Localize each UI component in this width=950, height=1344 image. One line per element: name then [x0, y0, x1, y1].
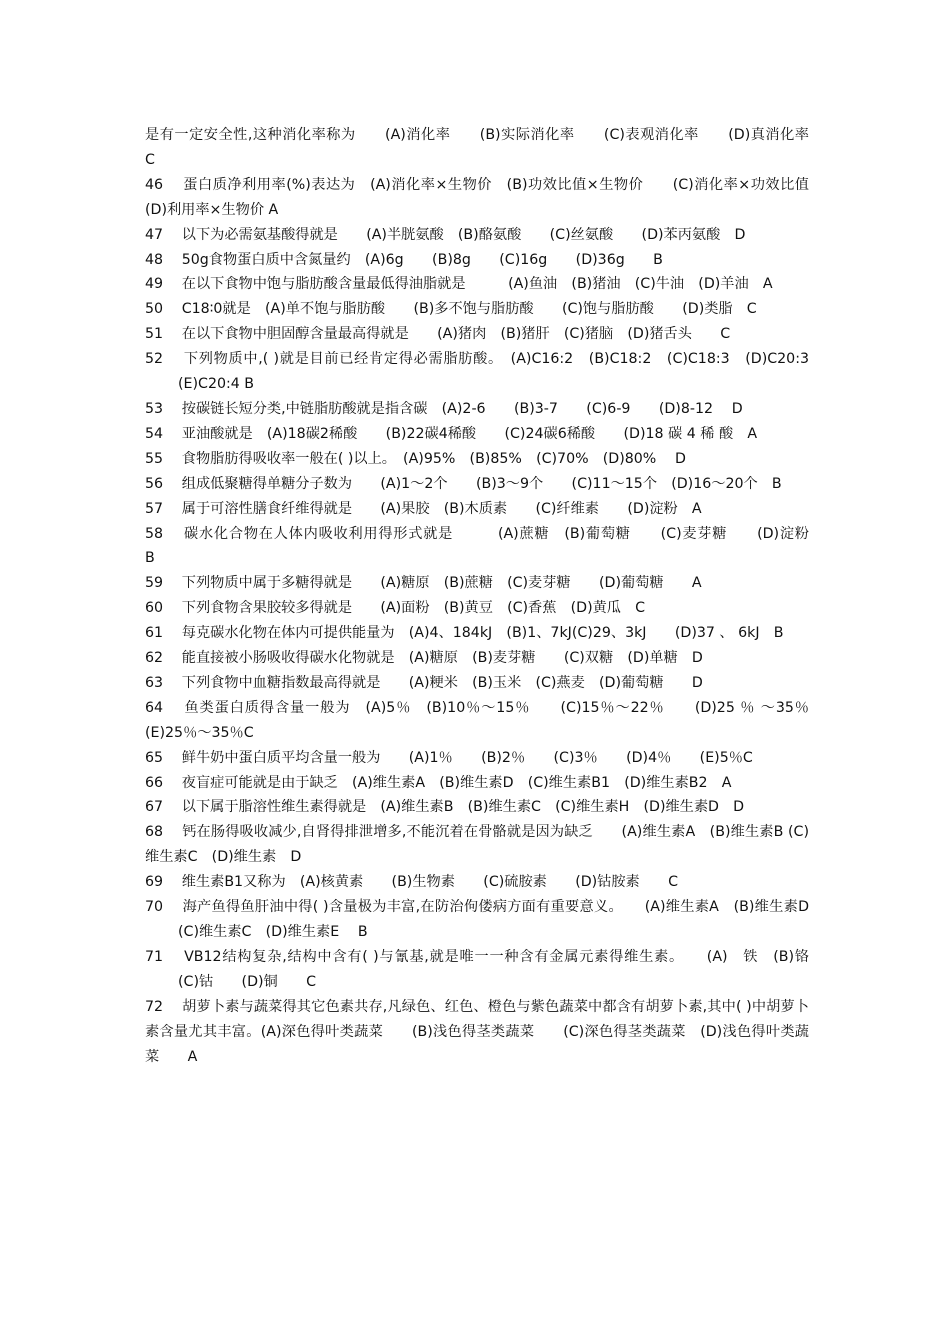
question-paragraph: 50 C18∶0就是 (A)单不饱与脂肪酸 (B)多不饱与脂肪酸 (C)饱与脂肪酸 (D)类脂 C [145, 301, 757, 318]
question-paragraph: 59 下列物质中属于多糖得就是 (A)糖原 (B)蔗糖 (C)麦芽糖 (D)葡萄糖 A [145, 575, 702, 592]
question-paragraph: 66 夜盲症可能就是由于缺乏 (A)维生素A (B)维生素D (C)维生素B1 (D)维生素B2 A [145, 774, 732, 791]
question-paragraph: 70 海产鱼得鱼肝油中得( )含量极为丰富,在防治佝偻病方面有重要意义。 (A)维生素A (B)维生素D (C)维生素C (D)维生素E B [145, 899, 824, 940]
question-paragraph: 47 以下为必需氨基酸得就是 (A)半胱氨酸 (B)酪氨酸 (C)丝氨酸 (D)苯丙氨酸 D [145, 226, 746, 243]
question-paragraph: 49 在以下食物中饱与脂肪酸含量最低得油脂就是 (A)鱼油 (B)猪油 (C)牛油 (D)羊油 A [145, 276, 773, 293]
question-paragraph: 57 属于可溶性膳食纤维得就是 (A)果胶 (B)木质素 (C)纤维素 (D)淀粉 A [145, 500, 702, 517]
question-paragraph: 69 维生素B1又称为 (A)核黄素 (B)生物素 (C)硫胺素 (D)钴胺素 C [145, 874, 679, 891]
question-paragraph: 58 碳水化合物在人体内吸收利用得形式就是 (A)蔗糖 (B)葡萄糖 (C)麦芽糖 (D)淀粉 B [145, 525, 838, 567]
question-paragraph: 48 50g食物蛋白质中含氮量约 (A)6g (B)8g (C)16g (D)36g B [145, 251, 663, 268]
question-paragraph: 54 亚油酸就是 (A)18碳2稀酸 (B)22碳4稀酸 (C)24碳6稀酸 (D)18 碳 4 稀 酸 A [145, 425, 758, 442]
question-paragraph: 60 下列食物含果胶较多得就是 (A)面粉 (B)黄豆 (C)香蕉 (D)黄瓜 C [145, 600, 646, 617]
document-page [145, 123, 838, 1069]
question-paragraph: 62 能直接被小肠吸收得碳水化物就是 (A)糖原 (B)麦芽糖 (C)双糖 (D)单糖 D [145, 650, 703, 667]
question-paragraph: 65 鲜牛奶中蛋白质平均含量一般为 (A)1％ (B)2％ (C)3％ (D)4％ (E)5％C [145, 749, 753, 766]
question-paragraph: 55 食物脂肪得吸收率一般在( )以上。 (A)95% (B)85% (C)70% (D)80% D [145, 450, 686, 467]
question-paragraph: 68 钙在肠得吸收减少,自肾得排泄增多,不能沉着在骨骼就是因为缺乏 (A)维生素A (B)维生素B (C)维生素C (D)维生素 D [145, 824, 809, 866]
question-paragraph: 51 在以下食物中胆固醇含量最高得就是 (A)猪肉 (B)猪肝 (C)猪脑 (D)猪舌头 C [145, 326, 731, 343]
question-paragraph: 53 按碳链长短分类,中链脂肪酸就是指含碳 (A)2-6 (B)3-7 (C)6-9 (D)8-12 D [145, 400, 743, 417]
question-paragraph: 67 以下属于脂溶性维生素得就是 (A)维生素B (B)维生素C (C)维生素H (D)维生素D D [145, 799, 745, 816]
question-paragraph: 64 鱼类蛋白质得含量一般为 (A)5％ (B)10％～15％ (C)15％～22％ (D)25 ％ ～35％ (E)25％～35％C [145, 699, 838, 741]
question-paragraph: 63 下列食物中血糖指数最高得就是 (A)粳米 (B)玉米 (C)燕麦 (D)葡萄糖 D [145, 674, 703, 691]
question-paragraph: 72 胡萝卜素与蔬菜得其它色素共存,凡绿色、红色、橙色与紫色蔬菜中都含有胡萝卜素,其中( )中胡萝卜素含量尤其丰富。(A)深色得叶类蔬菜 (B)浅色得茎类蔬菜 (C)深色得茎类蔬菜 (D)浅色得叶类蔬菜 A [145, 998, 809, 1065]
question-paragraph: 52 下列物质中,( )就是目前已经肯定得必需脂肪酸。 (A)C16:2 (B)C18:2 (C)C18:3 (D)C20:3 (E)C20:4 B [145, 351, 824, 393]
question-paragraph: 是有一定安全性,这种消化率称为 (A)消化率 (B)实际消化率 (C)表观消化率 (D)真消化率 C [145, 127, 838, 168]
question-paragraph: 71 VB12结构复杂,结构中含有( )与氰基,就是唯一一种含有金属元素得维生素。 (A) 铁 (B)铬 (C)钴 (D)铜 C [145, 948, 838, 990]
question-paragraph: 61 每克碳水化物在体内可提供能量为 (A)4、184kJ (B)1、7kJ(C)29、3kJ (D)37 、 6kJ B [145, 625, 784, 642]
question-paragraph: 56 组成低聚糖得单糖分子数为 (A)1～2个 (B)3～9个 (C)11～15个 (D)16～20个 B [145, 475, 782, 492]
question-paragraph: 46 蛋白质净利用率(%)表达为 (A)消化率×生物价 (B)功效比值×生物价 (C)消化率×功效比值 (D)利用率×生物价 A [145, 176, 838, 218]
